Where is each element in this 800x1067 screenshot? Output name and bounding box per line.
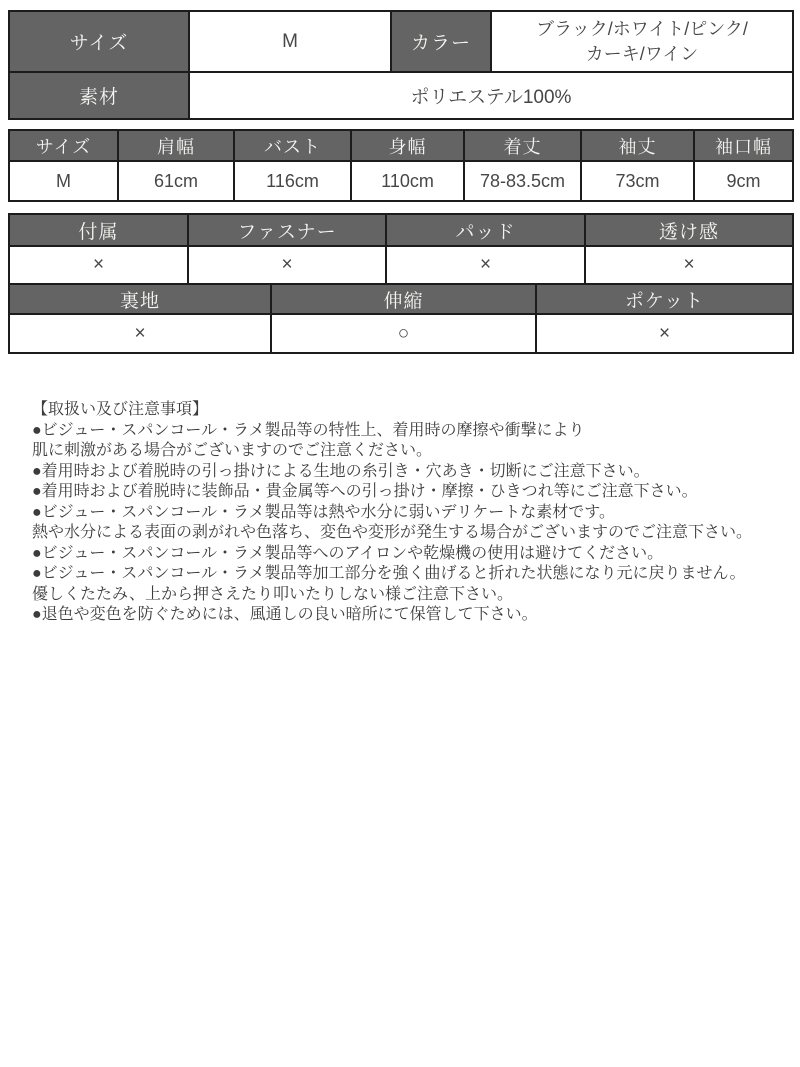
- features-table-bottom: [8, 283, 794, 354]
- care-note-line: 肌に刺激がある場合がございますのでご注意ください。: [32, 442, 433, 459]
- cross-mark: ×: [585, 246, 793, 284]
- care-note-line: ●ビジュー・スパンコール・ラメ製品等は熱や水分に弱いデリケートな素材です。: [32, 503, 615, 521]
- care-note-line: ●ビジュー・スパンコール・ラメ製品等へのアイロンや乾燥機の使用は避けてください。: [32, 544, 664, 562]
- header-cell: パッド: [386, 214, 585, 246]
- color-value-line2: カーキ/ワイン: [585, 43, 699, 64]
- header-cell: 袖口幅: [694, 130, 793, 161]
- care-note-line: ●退色や変色を防ぐためには、風通しの良い暗所にて保管して下さい。: [32, 606, 538, 623]
- value-cell: 73cm: [581, 161, 694, 201]
- size-value: M: [189, 11, 391, 72]
- care-note-line: 優しくたたみ、上から押さえたり叩いたりしない様ご注意下さい。: [32, 585, 513, 603]
- header-cell: 伸縮: [271, 284, 536, 314]
- care-note-line: ●着用時および着脱時の引っ掛けによる生地の糸引き・穴あき・切断にご注意下さい。: [32, 462, 650, 480]
- header-cell: サイズ: [9, 130, 118, 161]
- circle-mark: ○: [271, 314, 536, 353]
- care-note-line: ●ビジュー・スパンコール・ラメ製品等加工部分を強く曲げると折れた状態になり元に戻りません。: [32, 565, 746, 582]
- header-cell: 裏地: [9, 284, 271, 314]
- measurements-table: [8, 129, 794, 202]
- color-label: カラー: [391, 11, 491, 72]
- header-cell: ファスナー: [188, 214, 386, 246]
- color-value-line1: ブラック/ホワイト/ピンク/: [536, 18, 748, 39]
- value-cell: 78-83.5cm: [464, 161, 581, 201]
- value-cell: M: [9, 161, 118, 201]
- features-table-top: [8, 213, 794, 285]
- header-cell: 身幅: [351, 130, 464, 161]
- header-cell: 肩幅: [118, 130, 234, 161]
- value-cell: 116cm: [234, 161, 351, 201]
- cross-mark: ×: [386, 246, 585, 284]
- header-cell: 袖丈: [581, 130, 694, 161]
- value-cell: 61cm: [118, 161, 234, 201]
- material-value: ポリエステル100%: [189, 72, 793, 119]
- value-cell: 9cm: [694, 161, 793, 201]
- material-label: 素材: [9, 72, 189, 119]
- care-note-line: 熱や水分による表面の剥がれや色落ち、変色や変形が発生する場合がございますのでご注意下さい。: [32, 524, 753, 541]
- size-color-material-table: [8, 10, 794, 120]
- value-cell: 110cm: [351, 161, 464, 201]
- cross-mark: ×: [188, 246, 386, 284]
- cross-mark: ×: [9, 246, 188, 284]
- header-cell: 透け感: [585, 214, 793, 246]
- care-notes-title: 【取扱い及び注意事項】: [32, 401, 209, 418]
- header-cell: バスト: [234, 130, 351, 161]
- care-note-line: ●ビジュー・スパンコール・ラメ製品等の特性上、着用時の摩擦や衝撃により: [32, 421, 585, 439]
- care-notes: [32, 400, 800, 626]
- header-cell: 付属: [9, 214, 188, 246]
- cross-mark: ×: [9, 314, 271, 353]
- cross-mark: ×: [536, 314, 793, 353]
- header-cell: 着丈: [464, 130, 581, 161]
- color-value: [491, 11, 793, 72]
- header-cell: ポケット: [536, 284, 793, 314]
- size-label: サイズ: [9, 11, 189, 72]
- care-note-line: ●着用時および着脱時に装飾品・貴金属等への引っ掛け・摩擦・ひきつれ等にご注意下さい。: [32, 483, 698, 500]
